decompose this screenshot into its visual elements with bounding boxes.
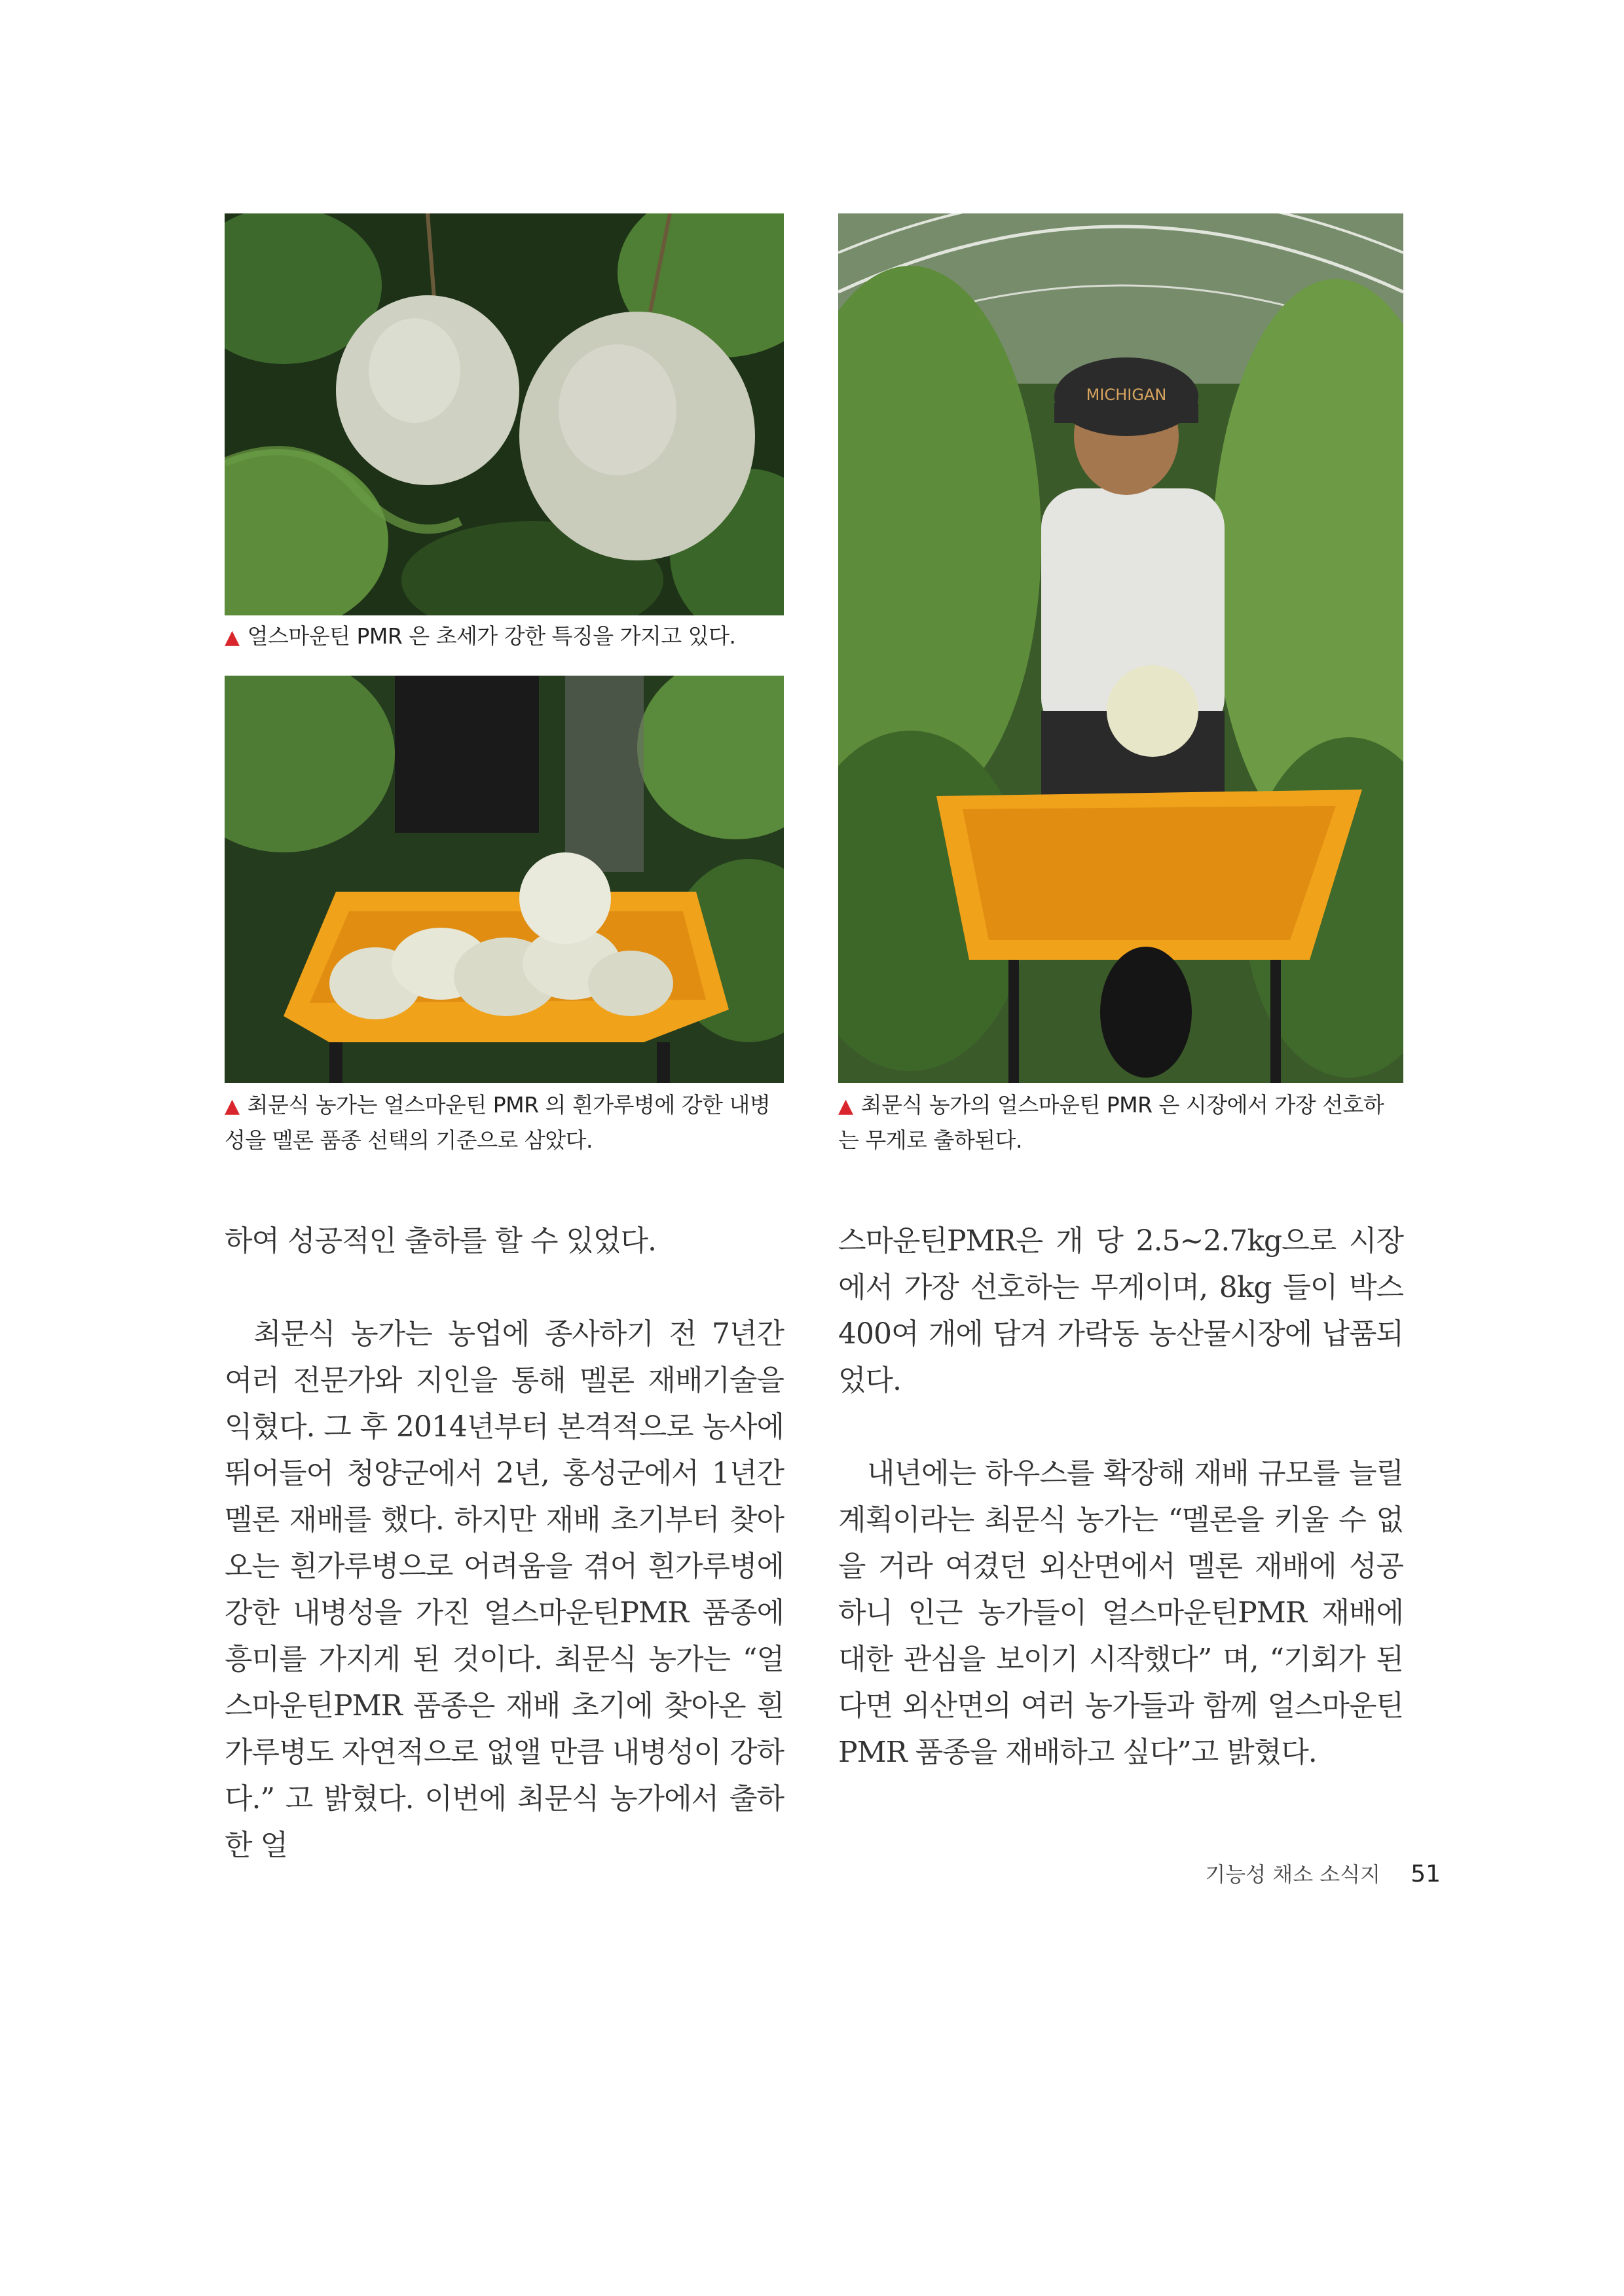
page-footer bbox=[1061, 1858, 1441, 1888]
triangle-icon: ▲ bbox=[838, 1095, 853, 1118]
page-number: 51 bbox=[1411, 1861, 1441, 1887]
photo-wheelbarrow-harvest bbox=[225, 676, 784, 1083]
cap-logo-text: MICHIGAN bbox=[1086, 386, 1167, 404]
left-text-column bbox=[225, 1218, 784, 1868]
paragraph: 내년에는 하우스를 확장해 재배 규모를 늘릴 계획이라는 최문식 농가는 “멜론을 키울 수 없을 거라 여겼던 외산면에서 멜론 재배에 성공하니 인근 농가들이 얼스마운틴PMR 재배에 대한 관심을 보이기 시작했다” 며, “기회가 된다면 외산면의 여러 농가들과 함께 얼스마운틴PMR 품종을 재배하고 싶다”고 밝혔다. bbox=[838, 1457, 1403, 1769]
paragraph: 하여 성공적인 출하를 할 수 있었다. bbox=[225, 1224, 656, 1258]
right-text-column bbox=[838, 1218, 1403, 1776]
photo-farmer-greenhouse bbox=[838, 213, 1403, 1083]
photo-melons-hanging bbox=[225, 213, 784, 615]
triangle-icon: ▲ bbox=[225, 626, 240, 649]
paragraph: 최문식 농가는 농업에 종사하기 전 7년간 여러 전문가와 지인을 통해 멜론 재배기술을 익혔다. 그 후 2014년부터 본격적으로 농사에 뛰어들어 청양군에서 2년, 홍성군에서 1년간 멜론 재배를 했다. 하지만 재배 초기부터 찾아오는 흰가루병으로 어려움을 겪어 흰가루병에 강한 내병성을 가진 얼스마운틴PMR 품종에 흥미를 가지게 된 것이다. 최문식 농가는 “얼스마운틴PMR 품종은 재배 초기에 찾아온 흰가루병도 자연적으로 없앨 만큼 내병성이 강하다.” 고 밝혔다. 이번에 최문식 농가에서 출하한 얼 bbox=[225, 1317, 784, 1862]
publication-name: 기능성 채소 소식지 bbox=[1205, 1862, 1381, 1887]
caption-farmer-greenhouse: ▲ 최문식 농가의 얼스마운틴 PMR 은 시장에서 가장 선호하는 무게로 출하된다. bbox=[838, 1092, 1384, 1153]
triangle-icon: ▲ bbox=[225, 1095, 240, 1118]
caption-wheelbarrow-harvest: ▲ 최문식 농가는 얼스마운틴 PMR 의 흰가루병에 강한 내병성을 멜론 품종 선택의 기준으로 삼았다. bbox=[225, 1092, 771, 1153]
caption-melons-hanging: ▲ 얼스마운틴 PMR 은 초세가 강한 특징을 가지고 있다. bbox=[225, 623, 736, 649]
paragraph: 스마운틴PMR은 개 당 2.5~2.7kg으로 시장에서 가장 선호하는 무게이며, 8kg 들이 박스 400여 개에 담겨 가락동 농산물시장에 납품되었다. bbox=[838, 1224, 1403, 1397]
